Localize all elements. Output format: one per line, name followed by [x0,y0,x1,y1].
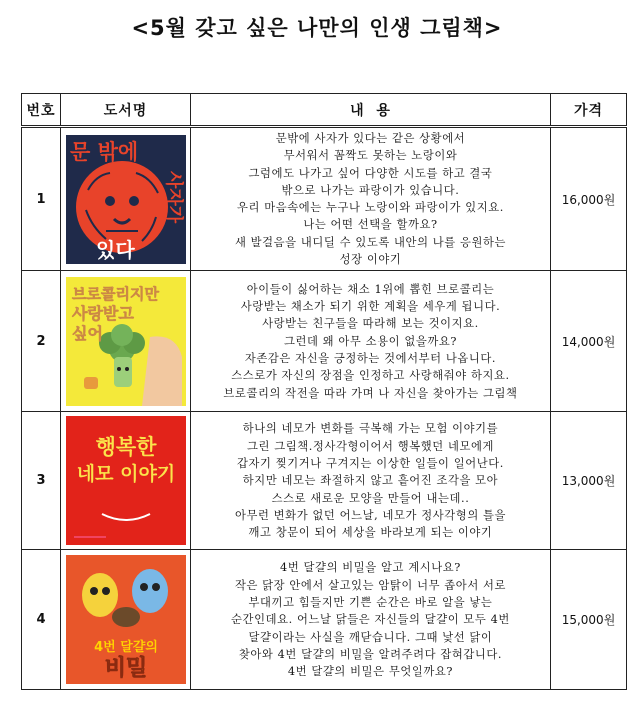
desc-line: 부대끼고 힘들지만 기쁜 순간은 바로 알을 낳는 [248,595,493,609]
desc-line: 자존감은 자신을 긍정하는 것에서부터 나옵니다. [244,352,497,366]
book-price: 14,000원 [551,271,627,412]
cover1-text-top: 문 밖에 [69,139,138,164]
book-table [21,93,627,690]
book-cover-cell [61,550,191,690]
desc-line: 하지만 네모는 좌절하지 않고 흩어진 조각을 모아 [242,474,499,488]
book-cover-cell [61,271,191,412]
desc-line: 문밖에 사자가 있다는 같은 상황에서 [275,132,466,145]
book-cover-egg [66,555,186,684]
desc-line: 아무런 변화가 없던 어느날, 네모가 정사각형의 틀을 [234,508,507,522]
desc-line: 우리 마음속에는 누구나 노랑이와 파랑이가 있지요. [237,201,504,215]
lion-cover-image [66,135,186,264]
desc-line: 갑자기 찢기거나 구겨지는 이상한 일들이 일어난다. [237,456,504,470]
book-cover-broccoli [66,277,186,406]
desc-line: 달걀이라는 사실을 깨닫습니다. 그때 낯선 닭이 [248,630,493,644]
cover1-text-bottom: 있다 [95,237,135,262]
desc-line: 무서워서 꼼짝도 못하는 노랑이와 [283,149,458,163]
cover2-text-3: 싶어 [71,323,103,343]
table-row [22,127,627,271]
table-row [22,550,627,690]
nemo-cover-image [66,416,186,545]
table-header-row [22,94,627,127]
cover2-text-1: 브로콜리지만 [71,284,159,303]
row-number: 1 [22,127,61,271]
desc-line: 그린 그림책.정사각형이어서 행복했던 네모에게 [246,439,495,453]
cover4-text-2: 비밀 [104,656,147,682]
book-price: 15,000원 [551,550,627,690]
cover1-text-side: 사자가 [162,170,184,223]
cover2-text-2: 사랑받고 [71,303,134,323]
cover3-text-1: 행복한 [95,435,156,460]
egg-cover-image [66,555,186,684]
header-book: 도서명 [61,94,191,127]
row-number: 3 [22,412,61,550]
desc-line: 4번 달걀의 비밀을 알고 계시나요? [280,561,461,575]
cover4-text-1: 4번 달걀의 [93,640,158,656]
table-row [22,271,627,412]
header-num: 번호 [22,94,61,127]
desc-line: 나는 어떤 선택을 할까요? [303,218,438,232]
cover3-text-2: 네모 이야기 [76,463,175,486]
book-price: 16,000원 [551,127,627,271]
book-description [191,550,551,690]
desc-line: 작은 닭장 안에서 살고있는 암탉이 너무 좁아서 서로 [234,578,507,592]
desc-line: 순간인데요. 어느날 닭들은 자신들의 달걀이 모두 4번 [231,613,510,627]
header-content: 내 용 [191,94,551,127]
desc-line: 사랑받는 친구들을 따라해 보는 것이지요. [262,317,479,331]
header-price: 가격 [551,94,627,127]
desc-line: 찾아와 4번 달걀의 비밀을 알려주려다 잡혀갑니다. [238,647,503,661]
desc-line: 새 발걸음을 내디딜 수 있도록 내안의 나를 응원하는 [234,235,507,249]
row-number: 2 [22,271,61,412]
desc-line: 아이들이 싫어하는 채소 1위에 뽑힌 브로콜리는 [246,282,495,296]
book-description [191,412,551,550]
desc-line: 하나의 네모가 변화를 극복해 가는 모험 이야기를 [242,422,499,436]
page-title: <5월 갖고 싶은 나만의 인생 그림책> [131,16,503,40]
desc-line: 그럼에도 나가고 싶어 다양한 시도를 하고 결국 [248,166,493,180]
book-cover-cell [61,127,191,271]
desc-line: 4번 달걀의 비밀은 무엇일까요? [287,665,454,679]
desc-line: 브로콜리의 작전을 따라 가며 나 자신을 찾아가는 그림책 [223,386,518,400]
book-cover-lion [66,135,186,264]
desc-line: 그런데 왜 아무 소용이 없을까요? [283,334,458,348]
book-description [191,271,551,412]
book-description [191,127,551,271]
desc-line: 성장 이야기 [339,253,402,267]
desc-line: 깨고 창문이 되어 세상을 바라보게 되는 이야기 [248,526,493,540]
desc-line: 스스로 새로운 모양을 만들어 내는데.. [271,491,470,505]
book-price: 13,000원 [551,412,627,550]
row-number: 4 [22,550,61,690]
desc-line: 사랑받는 채소가 되기 위한 계획을 세우게 됩니다. [240,300,501,314]
desc-line: 밖으로 나가는 파랑이가 있습니다. [281,183,460,197]
broccoli-cover-image [66,277,186,406]
book-cover-cell [61,412,191,550]
book-cover-nemo [66,416,186,545]
desc-line: 스스로가 자신의 장점을 인정하고 사랑해줘야 하지요. [231,369,510,383]
table-row [22,412,627,550]
